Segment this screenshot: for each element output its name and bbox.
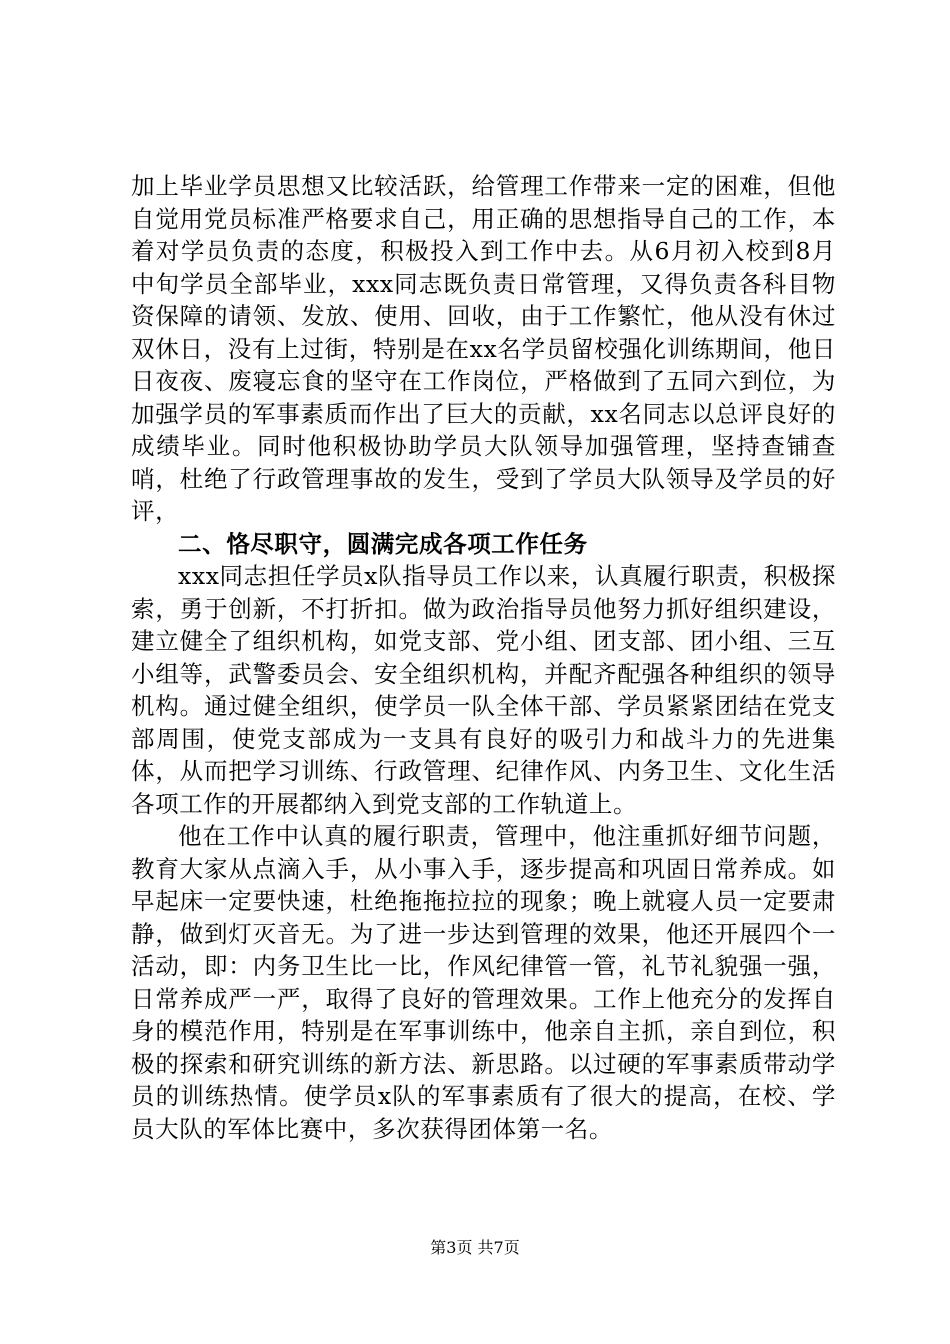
paragraph: 他在工作中认真的履行职责，管理中，他注重抓好细节问题，教育大家从点滴入手，从小事入手，逐步提高和巩固日常养成。如早起床一定要快速，杜绝拖拖拉拉的现象；晚上就寝人员一定要肃静，做到灯灭音无。为了进一步达到管理的效果，他还开展四个一活动，即：内务卫生比一比，作风纪律管一管，礼节礼貌强一强，日常养成严一严，取得了良好的管理效果。工作上他充分的发挥自身的模范作用，特别是在军事训练中，他亲自主抓，亲自到位，积极的探索和研究训练的新方法、新思路。以过硬的军事素质带动学员的训练热情。使学员x队的军事素质有了很大的提高，在校、学员大队的军体比赛中，多次获得团体第一名。 [131,822,836,1143]
page-number: 第3页 共7页 [430,1238,520,1257]
section-heading: 二、恪尽职守，圆满完成各项工作任务 [178,529,588,558]
document-body [131,170,836,1145]
paragraph: xxx同志担任学员x队指导员工作以来，认真履行职责，积极探索，勇于创新，不打折扣。做为政治指导员他努力抓好组织建设，建立健全了组织机构，如党支部、党小组、团支部、团小组、三互小组等，武警委员会、安全组织机构，并配齐配强各种组织的领导机构。通过健全组织，使学员一队全体干部、学员紧紧团结在党支部周围，使党支部成为一支具有良好的吸引力和战斗力的先进集体，从而把学习训练、行政管理、纪律作风、内务卫生、文化生活各项工作的开展都纳入到党支部的工作轨道上。 [131,562,836,818]
paragraph-continued: 加上毕业学员思想又比较活跃，给管理工作带来一定的困难，但他自觉用党员标准严格要求自己，用正确的思想指导自己的工作，本着对学员负责的态度，积极投入到工作中去。从6月初入校到8月中旬学员全部毕业，xxx同志既负责日常管理，又得负责各科目物资保障的请领、发放、使用、回收，由于工作繁忙，他从没有休过双休日，没有上过街，特别是在xx名学员留校强化训练期间，他日日夜夜、废寝忘食的坚守在工作岗位，严格做到了五同六到位，为加强学员的军事素质而作出了巨大的贡献，xx名同志以总评良好的成绩毕业。同时他积极协助学员大队领导加强管理，坚持查铺查哨，杜绝了行政管理事故的发生，受到了学员大队领导及学员的好评， [131,172,836,525]
